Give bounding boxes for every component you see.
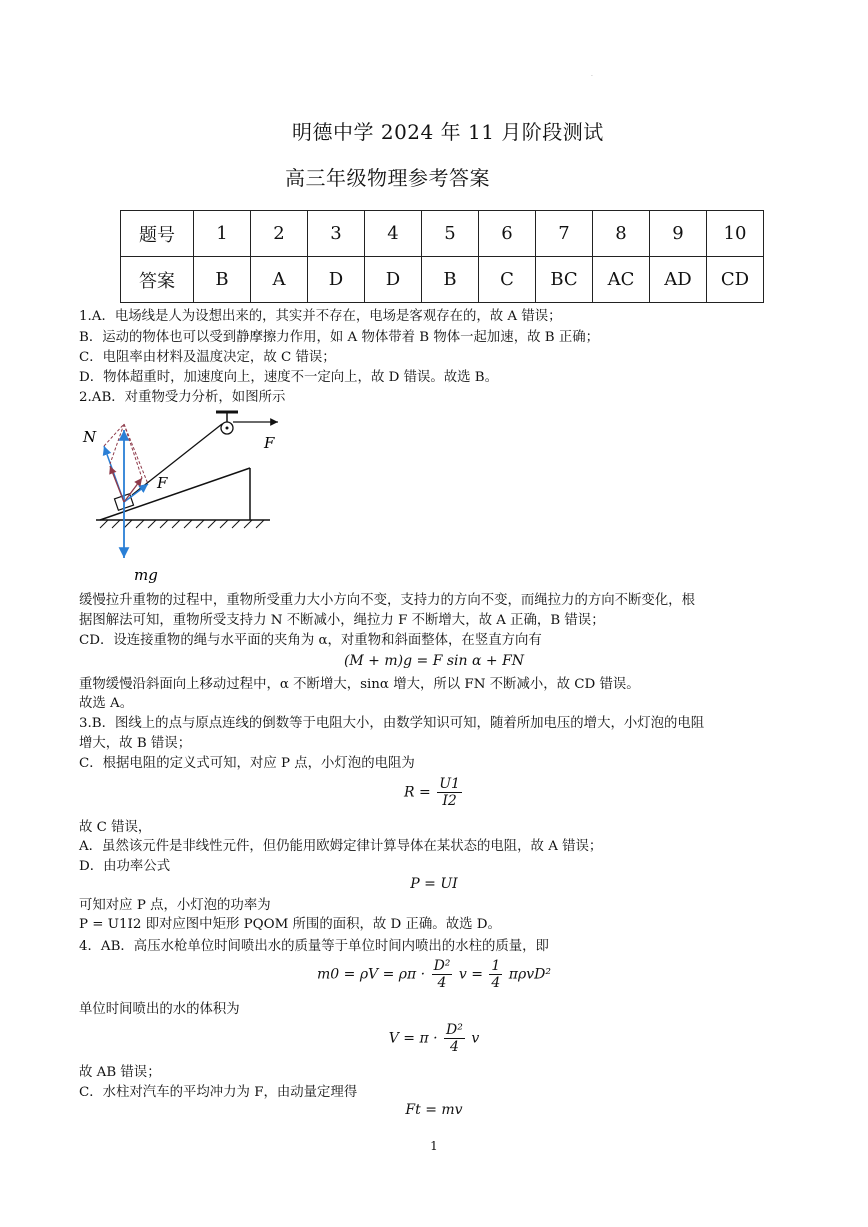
text-line: CD．设连接重物的绳与水平面的夹角为 α，对重物和斜面整体，在竖直方向有 — [79, 633, 542, 648]
numerator: D² — [433, 958, 451, 974]
text-line: 增大，故 B 错误； — [79, 736, 192, 751]
answer-table — [120, 210, 764, 303]
table-cell: 3 — [308, 211, 365, 257]
rope — [132, 424, 222, 495]
table-cell: AC — [593, 257, 650, 303]
table-header-cell: 答案 — [121, 257, 194, 303]
page-number: 1 — [430, 1139, 438, 1153]
page-subtitle: 高三年级物理参考答案 — [285, 166, 490, 190]
fraction — [432, 958, 453, 991]
label-N: N — [83, 428, 97, 446]
numerator: D² — [446, 1022, 463, 1038]
text-line: 故 C 错误， — [79, 820, 152, 835]
table-header-cell: 题号 — [121, 211, 194, 257]
text-line: D．物体超重时，加速度向上，速度不一定向上，故 D 错误。故选 B。 — [79, 370, 499, 385]
text-line: 缓慢拉升重物的过程中，重物所受重力大小方向不变，支持力的方向不变，而绳拉力的方向不断变化，根 — [79, 593, 695, 608]
text-line: 可知对应 P 点，小灯泡的功率为 — [79, 898, 271, 913]
table-cell: 1 — [194, 211, 251, 257]
table-cell: 8 — [593, 211, 650, 257]
equation-lhs: R = — [404, 784, 431, 801]
text-line: 故选 A。 — [79, 696, 134, 711]
denominator: I2 — [442, 793, 457, 809]
fraction — [444, 1022, 465, 1055]
stray-dot: · — [591, 73, 593, 80]
text-line: 重物缓慢沿斜面向上移动过程中，α 不断增大，sinα 增大，所以 FN 不断减小，故 CD 错误。 — [79, 677, 640, 692]
equation-part: m0 = ρV = ρπ · — [317, 966, 426, 983]
text-line: 单位时间喷出的水的体积为 — [79, 1002, 240, 1017]
text-line: C．根据电阻的定义式可知，对应 P 点，小灯泡的电阻为 — [79, 756, 415, 771]
force-diagram — [80, 408, 280, 588]
page-title: 明德中学 2024 年 11 月阶段测试 — [292, 120, 604, 144]
table-cell: C — [479, 257, 536, 303]
text-line: C．水柱对汽车的平均冲力为 F，由动量定理得 — [79, 1085, 358, 1100]
text-line: D．由功率公式 — [79, 859, 171, 874]
text-line: 1.A．电场线是人为设想出来的，其实并不存在，电场是客观存在的，故 A 错误； — [79, 309, 562, 324]
incline-surface — [100, 468, 250, 520]
table-cell: A — [251, 257, 308, 303]
text-line: B．运动的物体也可以受到静摩擦力作用，如 A 物体带着 B 物体一起加速，故 B 正确； — [79, 330, 600, 345]
table-cell: AD — [650, 257, 707, 303]
denominator: 4 — [437, 975, 447, 991]
table-cell: D — [308, 257, 365, 303]
text-line: 3.B．图线上的点与原点连线的倒数等于电阻大小，由数学知识可知，随着所加电压的增大，小灯泡的电阻 — [79, 716, 705, 731]
table-cell: D — [365, 257, 422, 303]
construction-lines — [104, 424, 148, 484]
text-line: C．电阻率由材料及温度决定，故 C 错误； — [79, 350, 336, 365]
fraction — [489, 958, 502, 991]
table-cell: 6 — [479, 211, 536, 257]
table-cell: B — [194, 257, 251, 303]
numerator: 1 — [491, 958, 501, 974]
text-line: 4．AB．高压水枪单位时间喷出水的质量等于单位时间内喷出的水柱的质量，即 — [79, 939, 549, 954]
numerator: U1 — [439, 776, 460, 792]
table-cell: 4 — [365, 211, 422, 257]
table-cell: CD — [707, 257, 764, 303]
equation-part: v = — [458, 966, 483, 983]
equation-volume — [0, 1022, 868, 1055]
fraction — [437, 776, 462, 809]
denominator: 4 — [449, 1039, 459, 1055]
text-line: 故 AB 错误； — [79, 1065, 161, 1080]
equation: P = UI — [410, 876, 458, 892]
text-line: 2.AB．对重物受力分析，如图所示 — [79, 390, 286, 405]
table-cell: 9 — [650, 211, 707, 257]
equation-part: v — [471, 1030, 480, 1047]
label-F-rope: F — [157, 474, 168, 492]
table-row-numbers — [121, 211, 764, 257]
table-cell: 2 — [251, 211, 308, 257]
equation: (M + m)g = F sin α + FN — [343, 653, 525, 669]
label-mg: mg — [134, 566, 158, 584]
text-line: 据图解法可知，重物所受支持力 N 不断减小，绳拉力 F 不断增大，故 A 正确，B 错误； — [79, 613, 605, 628]
text-line: A．虽然该元件是非线性元件，但仍能用欧姆定律计算导体在某状态的电阻，故 A 错误； — [79, 839, 603, 854]
equation-resistance — [0, 776, 868, 809]
table-cell: B — [422, 257, 479, 303]
table-cell: 10 — [707, 211, 764, 257]
table-cell: BC — [536, 257, 593, 303]
equation: Ft = mv — [405, 1102, 463, 1118]
table-row-answers — [121, 257, 764, 303]
table-cell: 7 — [536, 211, 593, 257]
table-cell: 5 — [422, 211, 479, 257]
equation-part: V = π · — [388, 1030, 438, 1047]
normal-force-alt-arrow — [110, 466, 124, 502]
text-line: P = U1I2 即对应图中矩形 PQOM 所围的面积，故 D 正确。故选 D。 — [79, 917, 501, 932]
equation-part: πρvD² — [508, 966, 551, 983]
equation-mass — [0, 958, 868, 991]
denominator: 4 — [491, 975, 501, 991]
label-F-top: F — [264, 434, 275, 452]
